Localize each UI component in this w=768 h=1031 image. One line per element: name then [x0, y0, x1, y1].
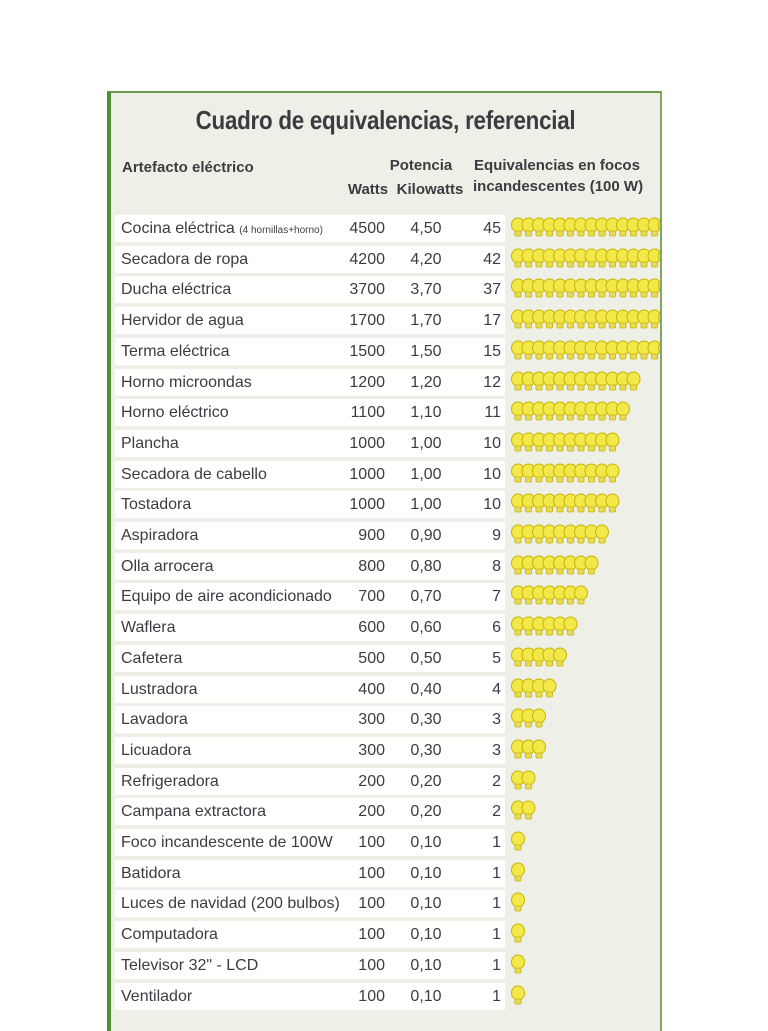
watts-value: 100	[358, 834, 385, 851]
kilowatts-value: 0,10	[410, 834, 442, 851]
bulb-bar	[511, 431, 662, 453]
appliance-name-text: Cocina eléctrica	[121, 220, 235, 237]
appliance-name-text: Televisor 32" - LCD	[121, 956, 259, 974]
appliance-name-text: Plancha	[121, 434, 179, 452]
appliance-name-text: Equipo de aire acondicionado	[121, 588, 332, 606]
table-row	[115, 921, 505, 948]
table-row	[115, 768, 505, 795]
table-row	[115, 706, 505, 733]
bulb-bar	[511, 891, 662, 913]
kilowatts-value: 0,60	[410, 619, 442, 637]
lightbulb-icon	[512, 955, 525, 973]
appliance-name-text: Refrigeradora	[121, 772, 219, 790]
equivalence-count: 3	[492, 741, 501, 759]
appliance-name	[121, 710, 188, 730]
kilowatts-value: 0,10	[410, 926, 442, 944]
column-header-watts: Watts	[347, 181, 389, 198]
lightbulb-icon	[564, 617, 577, 635]
equiv-header-line1: Equivalencias en focos	[474, 157, 640, 174]
appliance-name	[121, 495, 191, 515]
equivalence-count: 1	[492, 834, 501, 851]
lightbulb-icon	[617, 402, 630, 420]
table-row	[115, 983, 505, 1010]
appliance-name-text: Secadora de cabello	[121, 465, 267, 483]
lightbulb-icon	[512, 863, 525, 881]
kilowatts-value: 0,20	[410, 772, 442, 790]
equivalence-count: 12	[483, 373, 501, 391]
appliance-name-text: Computadora	[121, 926, 218, 944]
bulb-bar	[511, 216, 662, 238]
table-row	[115, 614, 505, 641]
table-row	[115, 645, 505, 672]
bulb-bar	[511, 984, 662, 1006]
equivalence-count: 15	[483, 342, 501, 360]
kilowatts-value: 0,80	[410, 557, 442, 575]
equivalence-table-card	[107, 91, 662, 1031]
kilowatts-value: 1,00	[410, 496, 442, 514]
lightbulb-icon	[512, 832, 525, 850]
lightbulb-icon	[554, 648, 567, 666]
table-row	[115, 798, 505, 825]
watts-value: 1000	[349, 465, 385, 483]
bulb-bar	[511, 308, 662, 330]
kilowatts-value: 1,00	[410, 434, 442, 452]
lightbulb-icon	[543, 679, 556, 697]
watts-value: 1500	[349, 342, 385, 360]
bulb-bar	[511, 769, 662, 791]
kilowatts-value: 0,10	[410, 956, 442, 974]
equivalence-count: 37	[483, 281, 501, 299]
bulb-bar	[511, 247, 662, 269]
appliance-name	[121, 680, 198, 700]
lightbulb-icon	[522, 801, 535, 819]
watts-value: 900	[358, 527, 385, 544]
watts-value: 200	[358, 772, 385, 790]
bulb-bar	[511, 370, 662, 392]
appliance-name	[121, 219, 323, 241]
appliance-name-text: Ventilador	[121, 987, 193, 1005]
watts-value: 100	[358, 895, 385, 913]
appliance-name-text: Hervidor de agua	[121, 312, 244, 330]
equivalence-count: 42	[483, 250, 501, 268]
watts-value: 1200	[349, 373, 385, 391]
appliance-name-text: Ducha eléctrica	[121, 281, 232, 299]
equivalence-count: 10	[483, 465, 501, 483]
lightbulb-icon	[627, 372, 640, 390]
table-row	[115, 246, 505, 273]
table-row	[115, 583, 505, 610]
watts-value: 300	[358, 711, 385, 729]
appliance-name	[121, 587, 332, 607]
equivalence-count: 8	[492, 557, 501, 575]
kilowatts-value: 0,30	[410, 741, 442, 759]
kilowatts-value: 1,00	[410, 465, 442, 483]
appliance-name	[121, 802, 266, 822]
column-header-potencia: Potencia	[389, 157, 453, 174]
bulb-bar	[511, 677, 662, 699]
appliance-name	[121, 987, 192, 1007]
equivalence-count: 2	[492, 772, 501, 790]
bulb-bar	[511, 707, 662, 729]
column-header-artefacto: Artefacto eléctrico	[122, 159, 254, 176]
bulb-bar	[511, 830, 662, 852]
appliance-name-text: Secadora de ropa	[121, 250, 249, 268]
bulb-bar	[511, 523, 662, 545]
appliance-name-text: Olla arrocera	[121, 557, 214, 575]
appliance-name	[121, 894, 340, 914]
table-row	[115, 276, 505, 303]
kilowatts-value: 1,70	[410, 312, 442, 330]
equivalence-count: 2	[492, 803, 501, 821]
lightbulb-icon	[596, 525, 609, 543]
lightbulb-icon	[533, 709, 546, 727]
table-row	[115, 399, 505, 426]
equiv-header-line2: incandescentes (100 W)	[473, 178, 644, 195]
appliance-name	[121, 649, 182, 669]
bulb-bar	[511, 861, 662, 883]
equivalence-count: 1	[492, 956, 501, 974]
equivalence-count: 9	[492, 527, 501, 544]
equivalence-count: 11	[484, 404, 501, 422]
appliance-note: (4 hornillas+horno)	[239, 225, 323, 236]
bulb-bar	[511, 584, 662, 606]
equivalence-count: 17	[483, 312, 501, 330]
watts-value: 600	[358, 619, 385, 637]
table-row	[115, 215, 505, 242]
lightbulb-icon	[512, 893, 525, 911]
lightbulb-icon	[512, 924, 525, 942]
equivalence-count: 6	[492, 619, 501, 637]
appliance-name-text: Horno eléctrico	[121, 404, 229, 422]
table-title: Cuadro de equivalencias, referencial	[195, 105, 576, 135]
bulb-bar	[511, 953, 662, 975]
bulb-bar	[511, 922, 662, 944]
appliance-name	[121, 434, 179, 454]
kilowatts-value: 0,30	[410, 711, 442, 729]
equivalence-count: 45	[483, 220, 501, 237]
appliance-name	[121, 618, 176, 638]
kilowatts-value: 4,50	[410, 220, 442, 237]
table-row	[115, 553, 505, 580]
bulb-bar	[511, 615, 662, 637]
lightbulb-icon	[606, 464, 619, 482]
appliance-name-text: Terma eléctrica	[121, 342, 230, 360]
appliance-name	[121, 465, 267, 485]
appliance-name	[121, 250, 248, 270]
kilowatts-value: 3,70	[410, 281, 442, 299]
watts-value: 1700	[349, 312, 385, 330]
bulb-bar	[511, 462, 662, 484]
appliance-name-text: Lustradora	[121, 680, 198, 698]
appliance-name	[121, 772, 219, 792]
appliance-name-text: Lavadora	[121, 711, 188, 729]
equivalence-count: 10	[483, 434, 501, 452]
equivalence-count: 3	[492, 711, 501, 729]
column-header-kilowatts: Kilowatts	[396, 181, 464, 198]
table-row	[115, 491, 505, 518]
appliance-name-text: Cafetera	[121, 649, 183, 667]
watts-value: 1100	[350, 404, 385, 422]
lightbulb-icon	[512, 986, 525, 1004]
watts-value: 300	[358, 741, 385, 759]
bulb-bar	[511, 400, 662, 422]
bulb-bar	[511, 646, 662, 668]
kilowatts-value: 0,70	[410, 588, 442, 606]
appliance-name	[121, 864, 181, 884]
table-row	[115, 860, 505, 887]
bulb-bar	[511, 492, 662, 514]
appliance-name	[121, 342, 229, 362]
table-row	[115, 307, 505, 334]
appliance-name	[121, 311, 244, 331]
lightbulb-icon	[606, 433, 619, 451]
appliance-name-text: Aspiradora	[121, 527, 199, 544]
watts-value: 400	[358, 680, 385, 698]
appliance-name	[121, 526, 198, 546]
kilowatts-value: 1,50	[410, 342, 442, 360]
appliance-name-text: Licuadora	[121, 741, 192, 759]
appliance-name	[121, 557, 213, 577]
table-row	[115, 369, 505, 396]
table-row	[115, 430, 505, 457]
watts-value: 800	[358, 557, 385, 575]
watts-value: 1000	[349, 434, 385, 452]
appliance-name	[121, 373, 252, 393]
appliance-name	[121, 403, 229, 423]
appliance-name	[121, 925, 218, 945]
lightbulb-icon	[522, 771, 535, 789]
kilowatts-value: 0,20	[410, 803, 442, 821]
equivalence-count: 4	[492, 680, 501, 698]
table-row	[115, 829, 505, 856]
watts-value: 700	[358, 588, 385, 606]
kilowatts-value: 0,10	[410, 987, 442, 1005]
appliance-name	[121, 956, 258, 976]
lightbulb-icon	[606, 494, 619, 512]
kilowatts-value: 0,90	[410, 527, 442, 544]
bulb-bar	[511, 554, 662, 576]
table-row	[115, 522, 505, 549]
appliance-name-text: Campana extractora	[121, 803, 266, 821]
table-row	[115, 338, 505, 365]
appliance-name-text: Waflera	[121, 619, 176, 637]
equivalence-count: 10	[483, 496, 501, 514]
equivalence-count: 1	[492, 864, 501, 882]
appliance-name-text: Tostadora	[121, 496, 192, 514]
watts-value: 1000	[349, 496, 385, 514]
table-row	[115, 737, 505, 764]
kilowatts-value: 1,10	[410, 404, 442, 422]
appliance-name-text: Horno microondas	[121, 373, 252, 391]
equivalence-count: 1	[492, 926, 501, 944]
column-header-equivalencias	[473, 155, 644, 197]
lightbulb-icon	[575, 586, 588, 604]
table-row	[115, 890, 505, 917]
equivalence-count: 5	[492, 649, 501, 667]
lightbulb-icon	[533, 740, 546, 758]
watts-value: 3700	[349, 281, 385, 299]
kilowatts-value: 4,20	[410, 250, 442, 268]
bulb-bar	[511, 799, 662, 821]
equivalence-count: 1	[492, 987, 501, 1005]
bulb-bar	[511, 339, 662, 361]
kilowatts-value: 0,10	[410, 864, 442, 882]
appliance-name-text: Batidora	[121, 864, 181, 882]
watts-value: 100	[358, 864, 385, 882]
watts-value: 500	[358, 649, 385, 667]
appliance-name	[121, 833, 333, 853]
kilowatts-value: 1,20	[410, 373, 442, 391]
watts-value: 4200	[349, 250, 385, 268]
appliance-name	[121, 741, 191, 761]
kilowatts-value: 0,10	[410, 895, 442, 913]
watts-value: 200	[358, 803, 385, 821]
bulb-bar	[511, 277, 662, 299]
watts-value: 100	[358, 987, 385, 1005]
bulb-bar	[511, 738, 662, 760]
lightbulb-icon	[585, 556, 598, 574]
kilowatts-value: 0,40	[410, 680, 442, 698]
equivalence-count: 1	[492, 895, 501, 913]
table-row	[115, 676, 505, 703]
appliance-name-text: Luces de navidad (200 bulbos)	[121, 895, 340, 913]
kilowatts-value: 0,50	[410, 649, 442, 667]
table-row	[115, 952, 505, 979]
table-row	[115, 461, 505, 488]
appliance-name-text: Foco incandescente de 100W	[121, 834, 333, 851]
equivalence-count: 7	[492, 588, 501, 606]
watts-value: 100	[358, 956, 385, 974]
appliance-name	[121, 280, 231, 300]
watts-value: 4500	[349, 220, 385, 237]
watts-value: 100	[358, 926, 385, 944]
